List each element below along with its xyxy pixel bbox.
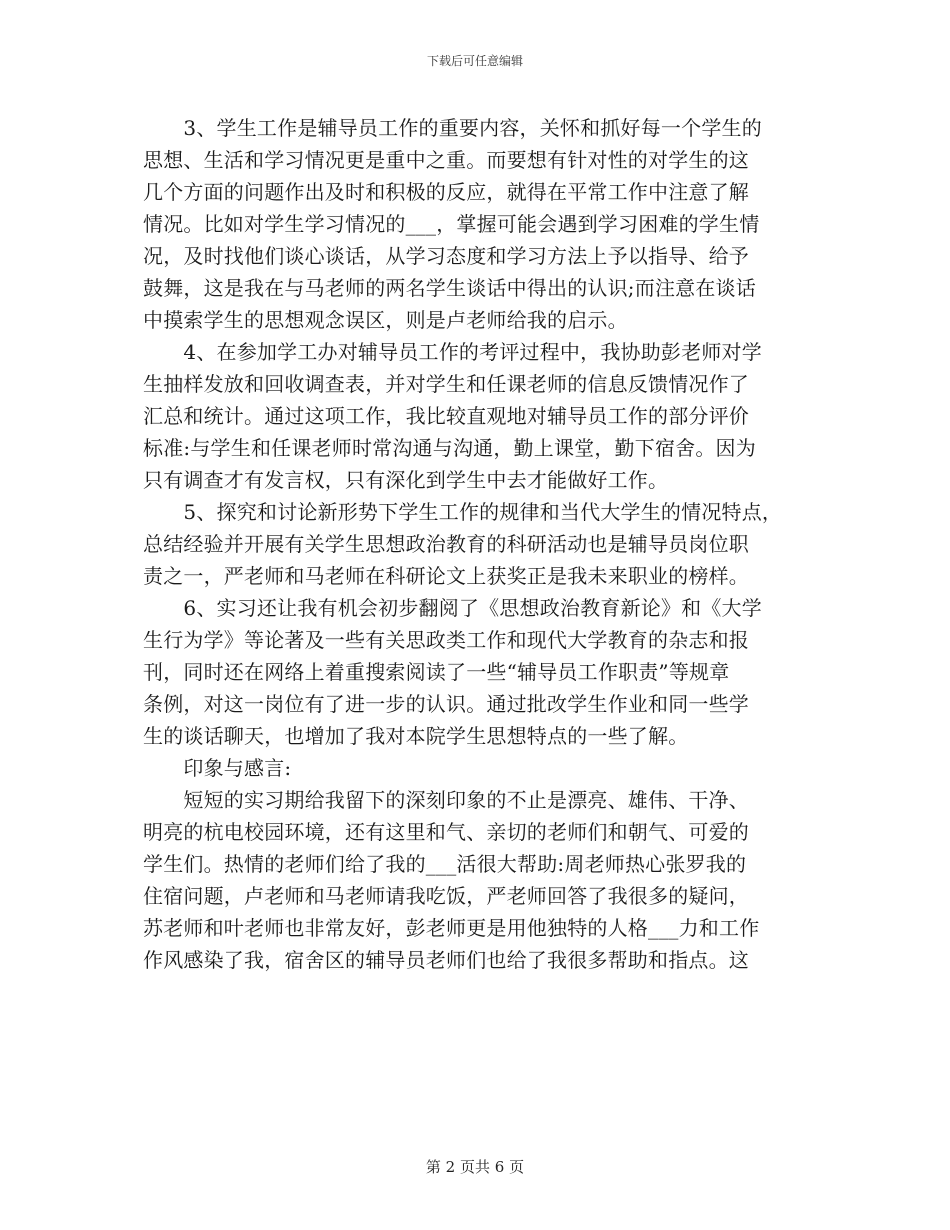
text-line: 生的谈话聊天，也增加了我对本院学生思想特点的一些了解。 xyxy=(143,724,689,748)
text-line: 几个方面的问题作出及时和积极的反应，就得在平常工作中注意了解 xyxy=(143,180,749,204)
text-line: 思想、生活和学习情况更是重中之重。而要想有针对性的对学生的这 xyxy=(143,148,749,172)
text-line: 责之一，严老师和马老师在科研论文上获奖正是我未来职业的榜样。 xyxy=(143,564,749,588)
text-line: 5、探究和讨论新形势下学生工作的规律和当代大学生的情况特点， xyxy=(143,500,783,524)
text-line: 条例，对这一岗位有了进一步的认识。通过批改学生作业和同一些学 xyxy=(143,692,749,716)
text-line: 况，及时找他们谈心谈话，从学习态度和学习方法上予以指导、给予 xyxy=(143,244,749,268)
text-line: 明亮的杭电校园环境，还有这里和气、亲切的老师们和朝气、可爱的 xyxy=(143,820,749,844)
text-line: 学生们。热情的老师们给了我的___活很大帮助:周老师热心张罗我的 xyxy=(143,852,747,876)
text-line: 生行为学》等论著及一些有关思政类工作和现代大学教育的杂志和报 xyxy=(143,628,749,652)
text-line: 短短的实习期给我留下的深刻印象的不止是漂亮、雄伟、干净、 xyxy=(143,788,749,812)
text-line: 标准:与学生和任课老师时常沟通与沟通，勤上课堂，勤下宿舍。因为 xyxy=(143,436,756,460)
text-line: 作风感染了我，宿舍区的辅导员老师们也给了我很多帮助和指点。这 xyxy=(143,948,749,972)
text-line: 鼓舞，这是我在与马老师的两名学生谈话中得出的认识;而注意在谈话 xyxy=(143,276,756,300)
text-line: 苏老师和叶老师也非常友好，彭老师更是用他独特的人格___力和工作 xyxy=(143,916,760,940)
page-header: 下载后可任意编辑 xyxy=(426,54,523,68)
text-line: 6、实习还让我有机会初步翻阅了《思想政治教育新论》和《大学 xyxy=(143,596,762,620)
text-line: 中摸索学生的思想观念误区，则是卢老师给我的启示。 xyxy=(143,308,628,332)
text-line: 3、学生工作是辅导员工作的重要内容，关怀和抓好每一个学生的 xyxy=(143,116,762,140)
text-line: 住宿问题，卢老师和马老师请我吃饭，严老师回答了我很多的疑问， xyxy=(143,884,749,908)
text-line: 情况。比如对学生学习情况的___，掌握可能会遇到学习困难的学生情 xyxy=(143,212,760,236)
text-line: 只有调查才有发言权，只有深化到学生中去才能做好工作。 xyxy=(143,468,669,492)
text-line: 印象与感言: xyxy=(143,756,292,780)
text-line: 4、在参加学工办对辅导员工作的考评过程中，我协助彭老师对学 xyxy=(143,340,762,364)
text-line: 生抽样发放和回收调查表，并对学生和任课老师的信息反馈情况作了 xyxy=(143,372,749,396)
text-line: 刊，同时还在网络上着重搜索阅读了一些“辅导员工作职责”等规章 xyxy=(143,660,730,684)
body-text xyxy=(143,112,815,976)
text-line: 总结经验并开展有关学生思想政治教育的科研活动也是辅导员岗位职 xyxy=(143,532,749,556)
page-footer: 第 2 页共 6 页 xyxy=(425,1158,525,1176)
text-line: 汇总和统计。通过这项工作，我比较直观地对辅导员工作的部分评价 xyxy=(143,404,749,428)
